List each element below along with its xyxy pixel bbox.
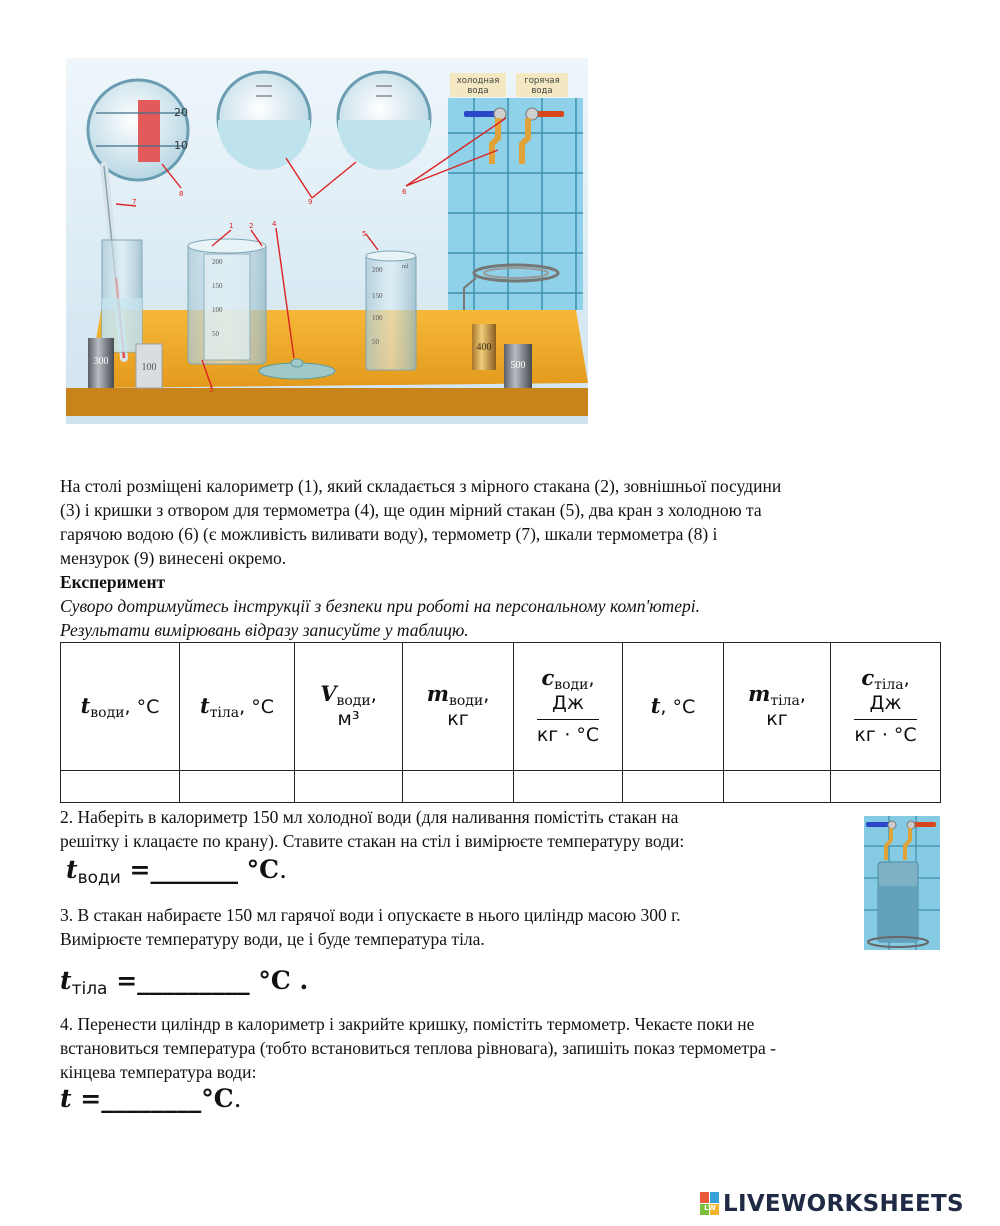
input-t-body[interactable] (180, 771, 295, 803)
step-2-answer: $t_{води}$ =_______ °C. (66, 855, 288, 888)
input-t-water[interactable] (61, 771, 180, 803)
beaker-under-tap-picture (864, 816, 940, 950)
input-m-body[interactable] (724, 771, 831, 803)
answer-blank-t-water[interactable]: _______ (150, 855, 238, 884)
calorimeter[interactable] (188, 239, 266, 364)
svg-text:ml: ml (402, 264, 409, 270)
svg-text:50: 50 (372, 338, 379, 346)
svg-text:100: 100 (372, 314, 383, 322)
header-c-water: $c_{води}$, $\frac{Дж}{кг \cdot ^\circ C}$ (514, 643, 623, 771)
table-input-row (61, 771, 941, 803)
weight-100[interactable] (136, 344, 162, 388)
svg-text:200: 200 (212, 258, 223, 266)
weight-300[interactable] (88, 338, 114, 388)
header-m-water: $m_{води}$, кг (403, 643, 514, 771)
header-m-body: $m_{тіла}$, кг (724, 643, 831, 771)
svg-text:1: 1 (229, 222, 234, 230)
fraction-j-per-kg-c: $\frac{Дж}{кг \cdot ^\circ C}$ (536, 691, 600, 747)
input-m-water[interactable] (403, 771, 514, 803)
header-t-final: t, °C (623, 643, 724, 771)
svg-text:100: 100 (212, 306, 223, 314)
weight-400[interactable] (472, 324, 496, 370)
svg-text:8: 8 (179, 190, 184, 198)
fraction-j-per-kg-c: $\frac{Дж}{кг \cdot ^\circ C}$ (854, 691, 917, 747)
svg-text:LW: LW (704, 1204, 716, 1212)
step-3-text: 3. В стакан набираєте 150 мл гарячої води і опускаєте в нього циліндр масою 300 г. Вимірюєте температуру води, це і буде температура тіла. (60, 905, 681, 949)
step-2-text: 2. Наберіть в калориметр 150 мл холодної води (для наливання помістіть стакан на решітку і клацаєте по крану). Ставите стакан на стіл і вимірюєте температуру води: (60, 807, 685, 851)
svg-text:холодная: холодная (456, 76, 500, 86)
results-table (60, 642, 941, 803)
svg-text:вода: вода (531, 86, 553, 96)
svg-text:2: 2 (249, 222, 254, 230)
svg-text:3: 3 (209, 386, 214, 394)
intro-line: гарячою водою (6) (є можливість виливати воду), термометр (7), шкали термометра (8) і (60, 524, 718, 544)
header-c-body: $c_{тіла}$, $\frac{Дж}{кг \cdot ^\circ C}$ (831, 643, 941, 771)
svg-text:150: 150 (372, 292, 383, 300)
answer-blank-t-body[interactable]: _________ (137, 966, 250, 995)
svg-text:20: 20 (174, 106, 188, 119)
small-glass (102, 240, 142, 352)
intro-paragraph (60, 474, 960, 570)
svg-text:400: 400 (476, 342, 492, 353)
svg-text:150: 150 (212, 282, 223, 290)
step-4-text: 4. Перенести циліндр в калориметр і закрийте кришку, помістіть термометр. Чекаєте поки не встановиться температура (тобто встановиться теплова рівновага), запишіть показ термометра - кінцева температура води: (60, 1014, 776, 1082)
svg-text:4: 4 (272, 220, 277, 228)
lab-equipment-illustration (66, 58, 588, 424)
svg-text:5: 5 (362, 230, 367, 238)
intro-line: На столі розміщені калориметр (1), який складається з мірного стакана (2), зовнішньої посудини (60, 476, 782, 496)
svg-text:6: 6 (402, 188, 407, 196)
svg-text:500: 500 (510, 360, 526, 371)
svg-text:9: 9 (308, 198, 313, 206)
liveworksheets-logo[interactable] (700, 1190, 964, 1218)
intro-line: мензурок (9) винесені окремо. (60, 548, 287, 568)
header-t-water: $t_{води}$, °C (61, 643, 180, 771)
svg-text:горячая: горячая (524, 76, 560, 86)
logo-text: LIVEWORKSHEETS (723, 1191, 964, 1217)
step-4-answer: t =________°C. (60, 1084, 242, 1113)
step-3-answer: $t_{тіла}$ =_________ °C . (60, 966, 309, 999)
header-t-body: $t_{тіла}$, °C (180, 643, 295, 771)
svg-text:вода: вода (467, 86, 489, 96)
svg-text:200: 200 (372, 266, 383, 274)
measuring-beaker[interactable] (366, 251, 416, 370)
experiment-heading: Експеримент (60, 572, 166, 592)
header-v-water: $V_{води}$, м³ (295, 643, 403, 771)
input-c-body[interactable] (831, 771, 941, 803)
liveworksheets-logo-icon (700, 1192, 720, 1216)
safety-note: Суворо дотримуйтесь інструкції з безпеки при роботі на персональному комп'ютері. Результати вимірювань відразу записуйте у таблицю. (60, 596, 700, 640)
svg-text:50: 50 (212, 330, 219, 338)
input-t-final[interactable] (623, 771, 724, 803)
input-c-water[interactable] (514, 771, 623, 803)
weight-500[interactable] (504, 344, 532, 388)
svg-text:300: 300 (93, 356, 109, 367)
beaker-scale-lens-left (218, 72, 310, 170)
table-header-row (61, 643, 941, 771)
svg-text:10: 10 (174, 139, 188, 152)
svg-text:100: 100 (141, 362, 157, 373)
beaker-scale-lens-right (338, 72, 430, 170)
input-v-water[interactable] (295, 771, 403, 803)
intro-line: (3) і кришки з отвором для термометра (4), ще один мірний стакан (5), два кран з холодною та (60, 500, 762, 520)
svg-text:7: 7 (132, 198, 137, 206)
answer-blank-t-final[interactable]: ________ (101, 1084, 202, 1113)
